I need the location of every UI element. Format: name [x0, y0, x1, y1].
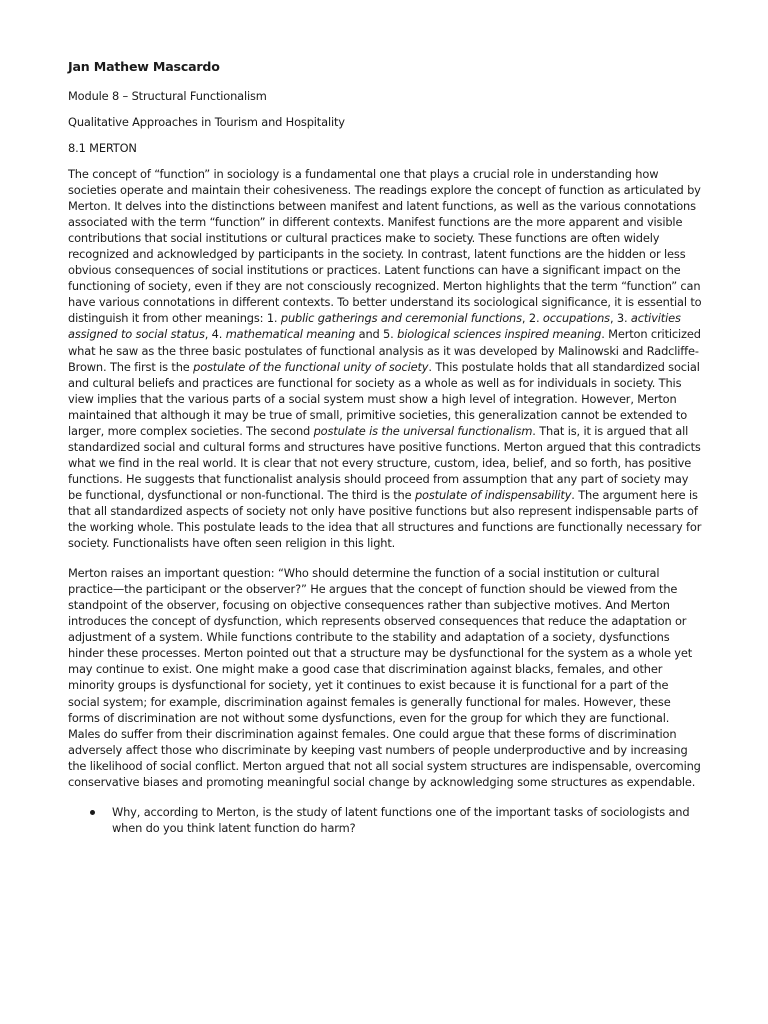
text-run: . Merton criticized what he saw as the three basic postulates of functional analysis as it was developed by Malinowski and Radcliffe-Brown. The first is the — [68, 327, 701, 374]
italic-text-run: occupations — [542, 311, 610, 326]
italic-text-run: public gatherings and ceremonial functions — [280, 311, 522, 326]
text-run: . This postulate holds that all standardized social and cultural beliefs and practices are functional for society as a whole as well as for individuals in society. This view implies that the various parts of a social system must show a high level of integration. However, Merton maintained that although it may be true of small, primitive societies, this generalization cannot be extended to larger, more complex societies. The second — [68, 359, 700, 438]
text-run: . The argument here is that all standardized aspects of society not only have positive functions but also represent indispensable parts of the working whole. This postulate leads to the idea that all structures and functions are functionally necessary for society. Functionalists have often seen religion in this light. — [68, 487, 702, 551]
text-run: Merton raises an important question: “Who should determine the function of a social institution or cultural practice—the participant or the observer?” He argues that the concept of function should be viewed from the standpoint of the observer, focusing on objective consequences rather than subjective motives. And Merton introduces the concept of dysfunction, which represents observed consequences that reduce the adaptation or adjustment of a system. While functions contribute to the stability and adaptation of a society, dysfunctions hinder these processes. Merton pointed out that a structure may be dysfunctional for the system as a whole yet may continue to exist. One might make a good case that discrimination against blacks, females, and other minority groups is dysfunctional for society, yet it continues to exist because it is functional for a part of the social system; for example, discrimination against females is generally functional for males. However, these forms of discrimination are not without some dysfunctions, even for the group for which they are functional. Males do suffer from their discrimination against females. One could argue that these forms of discrimination adversely affect those who discriminate by keeping vast numbers of people underproductive and by increasing the likelihood of social conflict. Merton argued that not all social system structures are indispensable, overcoming conservative biases and promoting meaningful social change by acknowledging some structures as expendable. — [68, 566, 701, 789]
italic-text-run: postulate of the functional unity of society — [193, 359, 429, 374]
author-name: Jan Mathew Mascardo — [68, 59, 220, 74]
text-run: , 4. — [204, 327, 226, 342]
paragraph-2 — [68, 565, 702, 790]
bullet-icon — [90, 810, 95, 815]
question-text: Why, according to Merton, is the study of latent functions one of the important tasks of sociologists and when do you think latent function do harm? — [112, 804, 690, 835]
italic-text-run: postulate of indispensability — [414, 487, 572, 502]
text-run: . That is, it is argued that all standardized social and cultural forms and structures have positive functions. Merton argued that this contradicts what we find in the real world. It is clear that not every structure, custom, idea, belief, and so forth, has positive functions. He suggests that functionalist analysis should proceed from assumption that any part of society may be functional, dysfunctional or non-functional. The third is the — [68, 423, 701, 502]
paragraph-1 — [68, 166, 702, 551]
italic-text-run: postulate is the universal functionalism — [313, 423, 533, 438]
module-title: Module 8 – Structural Functionalism — [68, 89, 267, 103]
text-run: and 5. — [355, 327, 398, 342]
text-run: , 2. — [521, 311, 543, 326]
text-run: , 3. — [609, 311, 631, 326]
italic-text-run: biological sciences inspired meaning — [397, 327, 602, 342]
italic-text-run: activities assigned to social status — [68, 311, 681, 342]
italic-text-run: mathematical meaning — [225, 327, 356, 342]
course-title: Qualitative Approaches in Tourism and Hospitality — [68, 115, 345, 129]
text-run: The concept of “function” in sociology is a fundamental one that plays a crucial role in understanding how societies operate and maintain their cohesiveness. The readings explore the concept of function as articulated by Merton. It delves into the distinctions between manifest and latent functions, as well as the various connotations associated with the term “function” in different contexts. Manifest functions are the more apparent and visible contributions that social institutions or cultural practices make to society. These functions are often widely recognized and acknowledged by participants in the society. In contrast, latent functions are the hidden or less obvious consequences of social institutions or practices. Latent functions can have a significant impact on the functioning of society, even if they are not consciously recognized. Merton highlights that the term “function” can have various connotations in different contexts. To better understand its sociological significance, it is essential to distinguish it from other meanings: 1. — [68, 167, 702, 326]
question-list — [68, 804, 702, 836]
section-heading: 8.1 MERTON — [68, 141, 137, 155]
question-item — [68, 804, 702, 836]
